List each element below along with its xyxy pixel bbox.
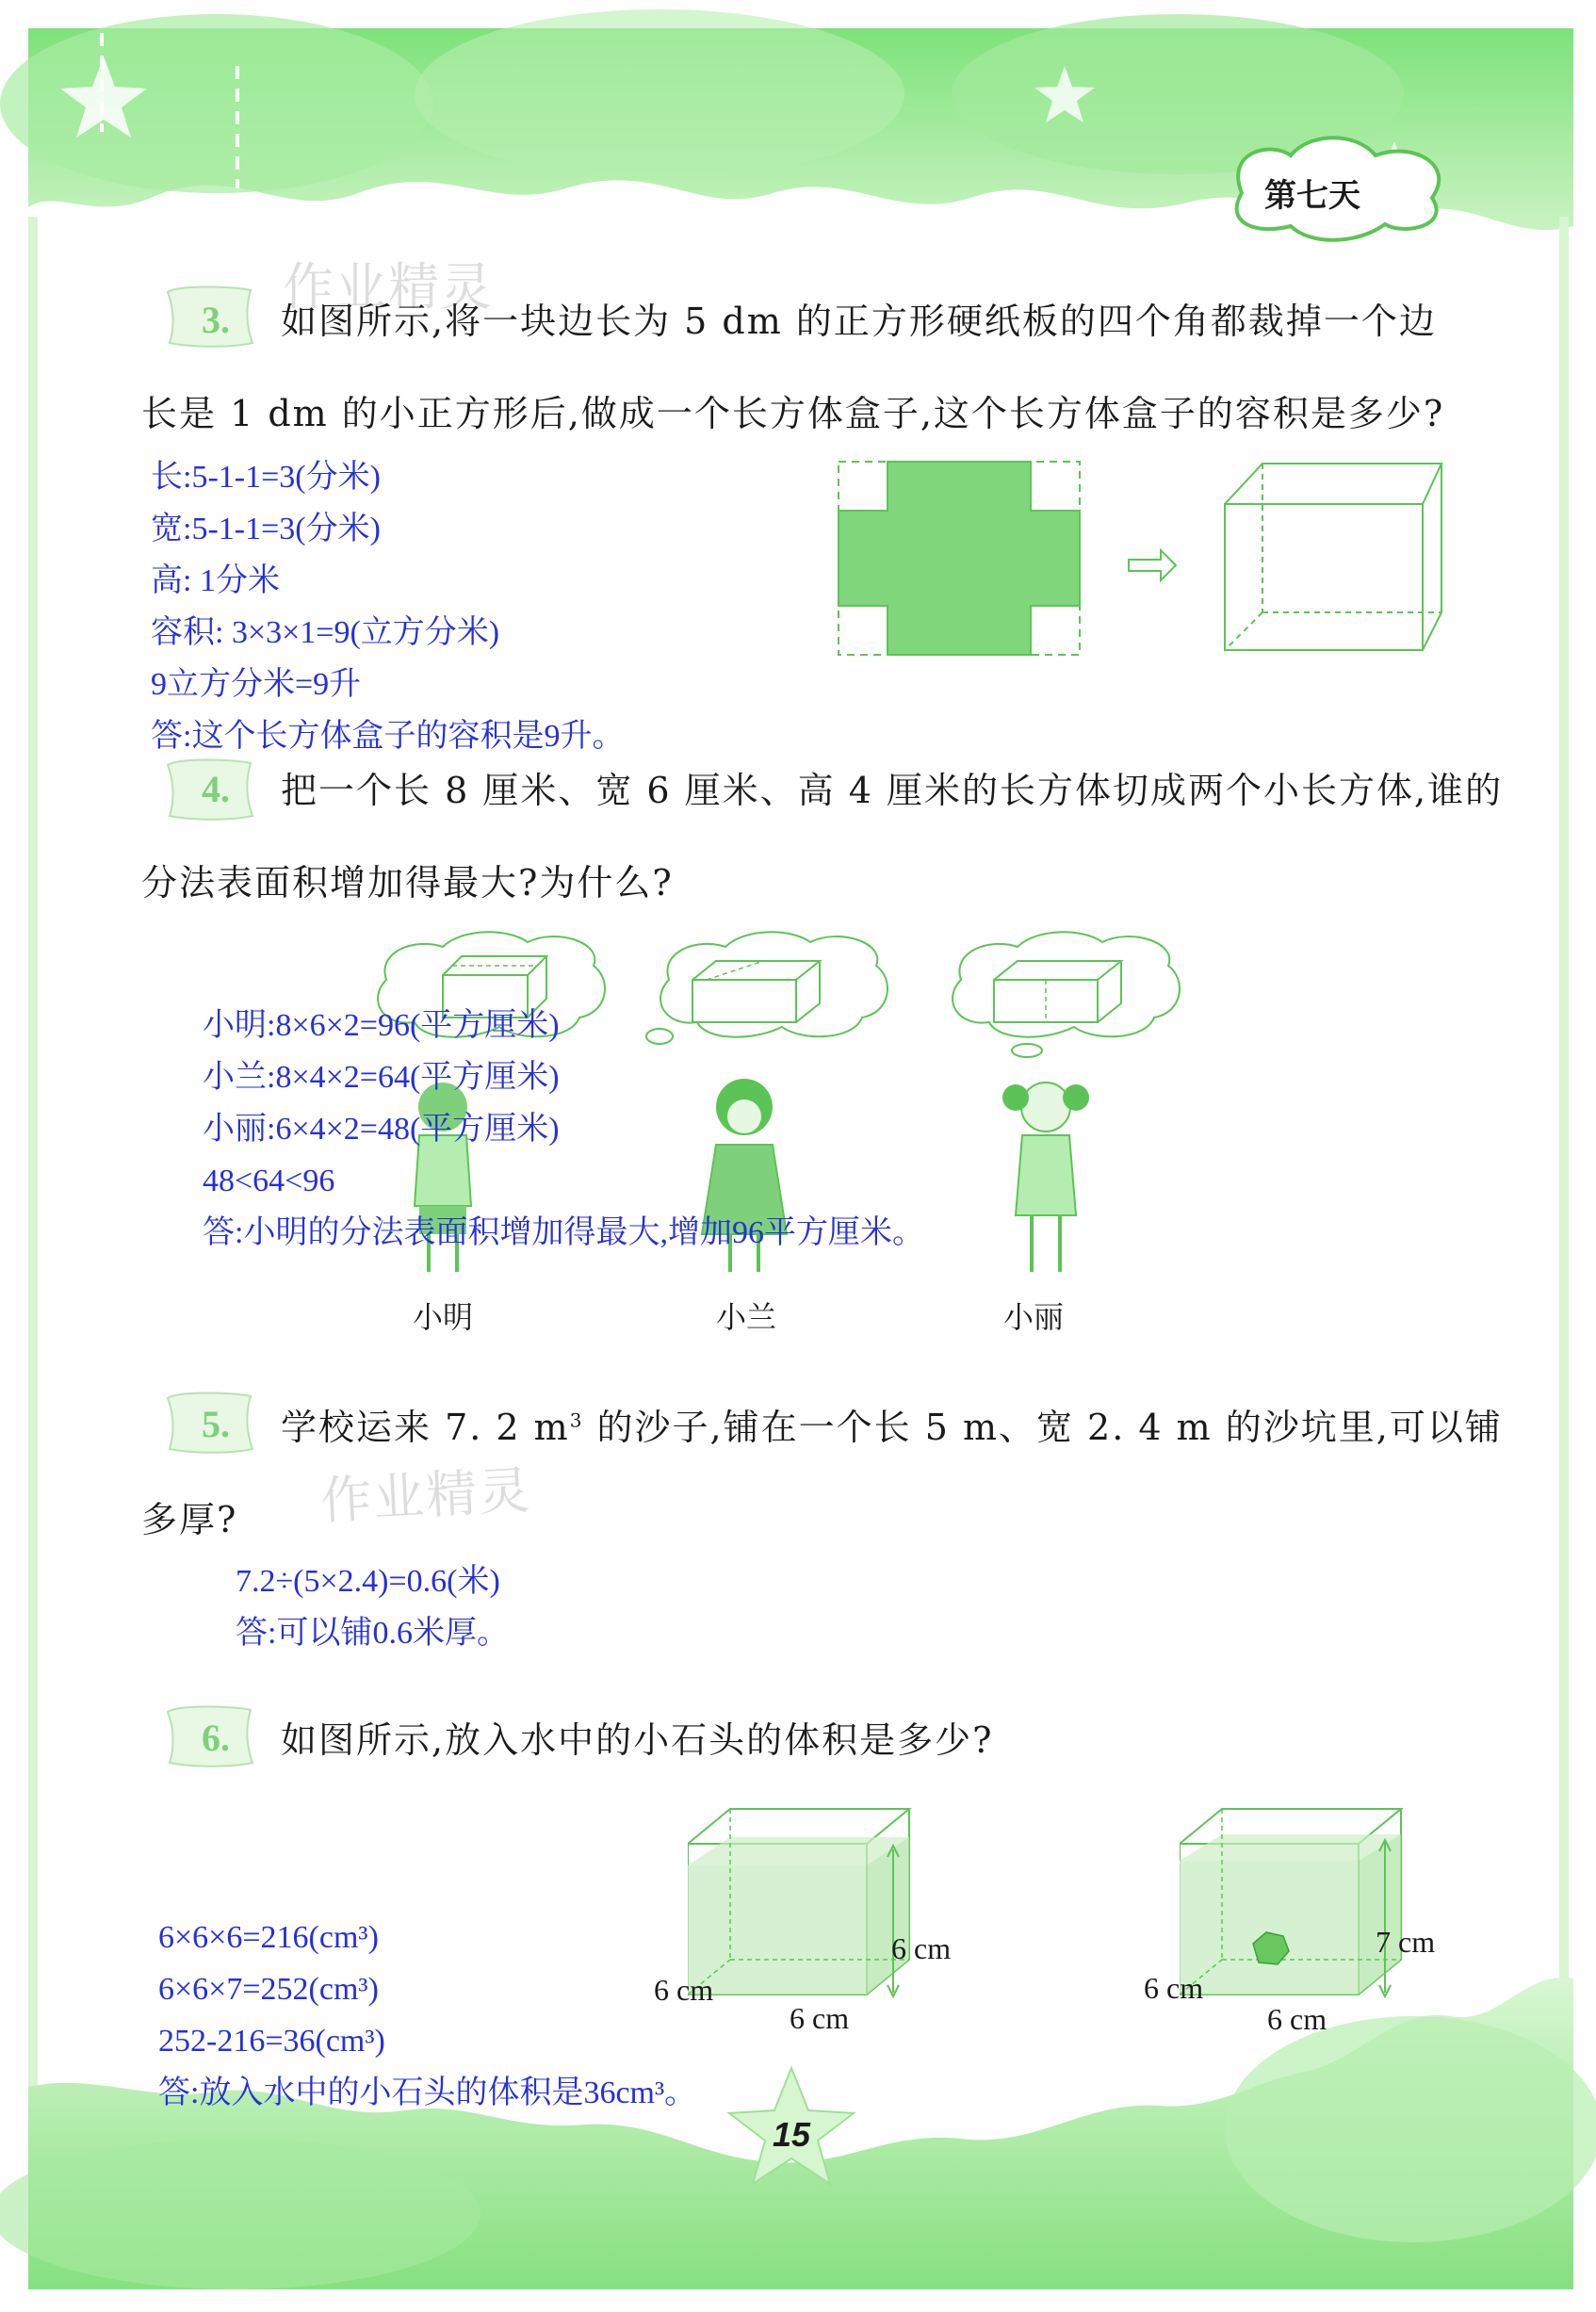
answer-line: 答:放入水中的小石头的体积是36cm³。 — [158, 2076, 697, 2110]
answer-line: 小丽:6×4×2=48(平方厘米) — [203, 1112, 560, 1147]
watermark: 作业精灵 — [318, 1460, 533, 1531]
child-name-label: 小明 — [413, 1300, 474, 1334]
answer-line: 容积: 3×3×1=9(立方分米) — [151, 615, 500, 650]
answer-line: 9立方分米=9升 — [151, 667, 362, 702]
container-figure-before — [688, 1804, 999, 2011]
question-number: 3. — [202, 299, 230, 341]
answer-line: 6×6×6=216(cm³) — [158, 1920, 379, 1955]
watermark: 作业精灵 — [283, 257, 494, 317]
answer-line: 小明:8×6×2=96(平方厘米) — [203, 1008, 560, 1043]
answer-line: 6×6×7=252(cm³) — [158, 1972, 379, 2007]
container-figure-after — [1180, 1804, 1490, 2011]
question-number: 4. — [202, 768, 230, 810]
question-text-part: 的沙子,铺在一个长 5 m、宽 2. 4 m 的沙坑里,可以铺 — [583, 1407, 1503, 1448]
question-text: 多厚? — [141, 1499, 238, 1540]
dimension-label: 7 cm — [1376, 1925, 1436, 1959]
question-text — [281, 1407, 1503, 1448]
day-label: 第七天 — [1264, 177, 1360, 215]
child-name-label: 小兰 — [716, 1300, 777, 1334]
answer-line: 48<64<96 — [203, 1164, 335, 1198]
answer-line: 7.2÷(5×2.4)=0.6(米) — [236, 1564, 500, 1599]
dimension-label: 6 cm — [891, 1931, 952, 1965]
child-name-label: 小丽 — [1003, 1300, 1065, 1334]
answer-line: 252-216=36(cm³) — [158, 2024, 385, 2059]
question-text: 如图所示,将一块边长为 5 dm 的正方形硬纸板的四个角都裁掉一个边 — [281, 301, 1437, 342]
dimension-label: 6 cm — [1267, 2002, 1327, 2036]
answer-line: 答:小明的分法表面积增加得最大,增加96平方厘米。 — [203, 1215, 924, 1250]
page-number: 15 — [773, 2115, 811, 2154]
handwritten-answer — [158, 1913, 696, 2120]
dimension-label: 6 cm — [1144, 1971, 1204, 2005]
answer-line: 小兰:8×4×2=64(平方厘米) — [203, 1060, 560, 1095]
question-text: 如图所示,放入水中的小石头的体积是多少? — [281, 1719, 994, 1761]
handwritten-answer — [203, 1001, 924, 1260]
handwritten-answer — [236, 1556, 509, 1660]
answer-line: 宽:5-1-1=3(分米) — [151, 512, 381, 546]
net-to-box-figure — [829, 452, 1451, 659]
answer-line: 高: 1分米 — [151, 563, 280, 598]
question-number: 5. — [202, 1403, 230, 1445]
superscript: 3 — [569, 1408, 584, 1432]
answer-line: 长:5-1-1=3(分米) — [151, 460, 381, 495]
question-text: 分法表面积增加得最大?为什么? — [141, 862, 674, 904]
question-text-part: 学校运来 7. 2 m — [281, 1407, 570, 1448]
question-number: 6. — [202, 1717, 230, 1759]
dimension-label: 6 cm — [790, 2001, 850, 2035]
child-figure-xiaoli — [1002, 1083, 1089, 1272]
question-text: 长是 1 dm 的小正方形后,做成一个长方体盒子,这个长方体盒子的容积是多少? — [141, 393, 1445, 434]
answer-line: 答:这个长方体盒子的容积是9升。 — [151, 719, 625, 754]
question-text: 把一个长 8 厘米、宽 6 厘米、高 4 厘米的长方体切成两个小长方体,谁的 — [281, 770, 1504, 811]
handwritten-answer — [151, 452, 624, 763]
dimension-label: 6 cm — [654, 1973, 714, 2007]
answer-line: 答:可以铺0.6米厚。 — [236, 1616, 509, 1651]
